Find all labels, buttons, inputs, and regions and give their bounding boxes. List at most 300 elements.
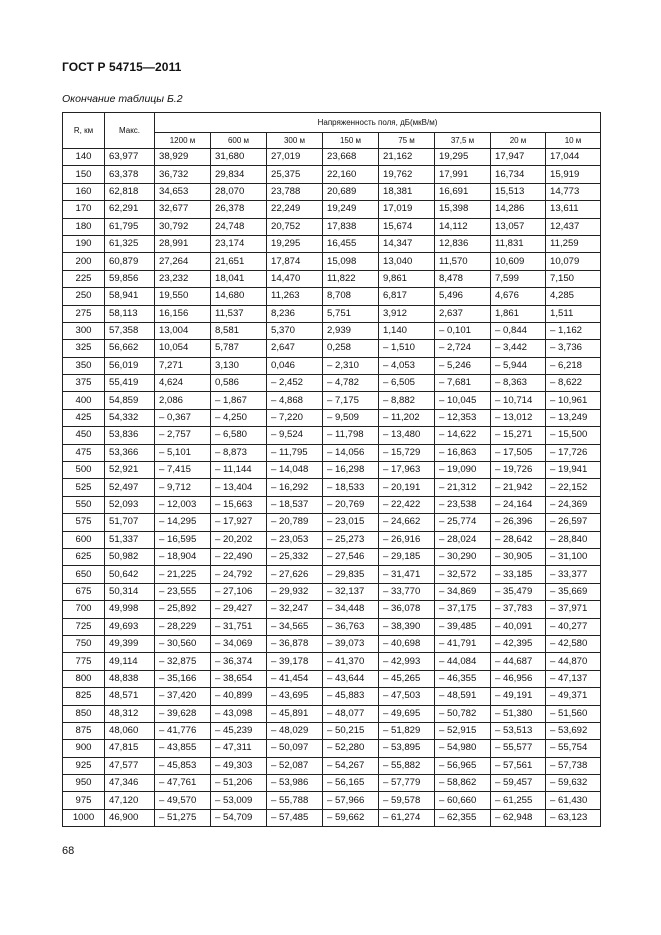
cell-value: – 48,077 bbox=[323, 705, 379, 722]
cell-value: – 25,332 bbox=[267, 548, 323, 565]
cell-value: – 17,505 bbox=[491, 444, 546, 461]
cell-value: 1,861 bbox=[491, 305, 546, 322]
cell-max: 53,836 bbox=[105, 427, 155, 444]
cell-value: – 36,078 bbox=[379, 601, 435, 618]
cell-value: – 49,570 bbox=[155, 792, 211, 809]
document-header: ГОСТ Р 54715—2011 bbox=[62, 60, 182, 74]
table-caption: Окончание таблицы Б.2 bbox=[62, 93, 183, 105]
cell-value: – 62,948 bbox=[491, 809, 546, 826]
cell-value: – 4,053 bbox=[379, 357, 435, 374]
cell-value: – 28,840 bbox=[546, 531, 601, 548]
cell-value: – 55,788 bbox=[267, 792, 323, 809]
cell-max: 52,497 bbox=[105, 479, 155, 496]
cell-value: – 59,632 bbox=[546, 775, 601, 792]
cell-max: 49,399 bbox=[105, 635, 155, 652]
table-row bbox=[63, 705, 601, 722]
cell-value: – 4,782 bbox=[323, 375, 379, 392]
cell-value: – 48,029 bbox=[267, 722, 323, 739]
cell-value: – 41,791 bbox=[435, 635, 491, 652]
cell-value: – 28,229 bbox=[155, 618, 211, 635]
cell-distance: 250 bbox=[63, 288, 105, 305]
cell-value: – 12,003 bbox=[155, 496, 211, 513]
cell-value: 24,748 bbox=[211, 218, 267, 235]
cell-value: – 53,895 bbox=[379, 740, 435, 757]
cell-value: – 56,965 bbox=[435, 757, 491, 774]
cell-value: – 10,714 bbox=[491, 392, 546, 409]
cell-max: 54,332 bbox=[105, 409, 155, 426]
cell-value: 9,861 bbox=[379, 270, 435, 287]
cell-value: – 35,669 bbox=[546, 583, 601, 600]
cell-value: – 16,298 bbox=[323, 462, 379, 479]
cell-value: 20,752 bbox=[267, 218, 323, 235]
cell-value: – 58,862 bbox=[435, 775, 491, 792]
cell-value: – 24,164 bbox=[491, 496, 546, 513]
cell-value: – 59,578 bbox=[379, 792, 435, 809]
cell-value: 17,044 bbox=[546, 149, 601, 166]
cell-value: 25,375 bbox=[267, 166, 323, 183]
cell-value: – 48,591 bbox=[435, 688, 491, 705]
cell-value: 19,249 bbox=[323, 201, 379, 218]
cell-distance: 600 bbox=[63, 531, 105, 548]
cell-value: – 37,175 bbox=[435, 601, 491, 618]
cell-max: 52,921 bbox=[105, 462, 155, 479]
cell-value: – 15,500 bbox=[546, 427, 601, 444]
cell-distance: 625 bbox=[63, 548, 105, 565]
cell-value: 1,511 bbox=[546, 305, 601, 322]
cell-value: – 32,137 bbox=[323, 583, 379, 600]
cell-value: – 52,915 bbox=[435, 722, 491, 739]
cell-value: 11,259 bbox=[546, 235, 601, 252]
cell-value: 14,286 bbox=[491, 201, 546, 218]
cell-value: 17,019 bbox=[379, 201, 435, 218]
cell-distance: 275 bbox=[63, 305, 105, 322]
table-row bbox=[63, 740, 601, 757]
cell-value: – 23,015 bbox=[323, 514, 379, 531]
cell-value: 38,929 bbox=[155, 149, 211, 166]
cell-value: – 7,681 bbox=[435, 375, 491, 392]
table-row bbox=[63, 757, 601, 774]
cell-value: – 24,792 bbox=[211, 566, 267, 583]
cell-value: – 24,369 bbox=[546, 496, 601, 513]
cell-value: – 39,178 bbox=[267, 653, 323, 670]
cell-distance: 825 bbox=[63, 688, 105, 705]
cell-value: – 5,944 bbox=[491, 357, 546, 374]
cell-value: 13,040 bbox=[379, 253, 435, 270]
cell-value: – 2,310 bbox=[323, 357, 379, 374]
cell-value: – 31,471 bbox=[379, 566, 435, 583]
cell-value: – 38,390 bbox=[379, 618, 435, 635]
cell-value: – 14,622 bbox=[435, 427, 491, 444]
table-row bbox=[63, 722, 601, 739]
cell-value: – 55,577 bbox=[491, 740, 546, 757]
cell-max: 48,312 bbox=[105, 705, 155, 722]
cell-value: – 29,835 bbox=[323, 566, 379, 583]
cell-value: – 1,867 bbox=[211, 392, 267, 409]
cell-value: 3,130 bbox=[211, 357, 267, 374]
cell-value: 16,691 bbox=[435, 183, 491, 200]
cell-value: 12,836 bbox=[435, 235, 491, 252]
cell-value: – 19,941 bbox=[546, 462, 601, 479]
cell-value: 23,232 bbox=[155, 270, 211, 287]
table-row bbox=[63, 392, 601, 409]
cell-value: – 57,966 bbox=[323, 792, 379, 809]
table-row bbox=[63, 288, 601, 305]
cell-value: – 51,275 bbox=[155, 809, 211, 826]
cell-distance: 900 bbox=[63, 740, 105, 757]
header-height: 1200 м bbox=[155, 133, 211, 149]
cell-value: 23,668 bbox=[323, 149, 379, 166]
cell-value: 13,057 bbox=[491, 218, 546, 235]
cell-value: 28,991 bbox=[155, 235, 211, 252]
cell-value: – 59,662 bbox=[323, 809, 379, 826]
cell-value: – 7,415 bbox=[155, 462, 211, 479]
cell-value: – 34,069 bbox=[211, 635, 267, 652]
cell-value: – 53,513 bbox=[491, 722, 546, 739]
cell-value: – 47,311 bbox=[211, 740, 267, 757]
table-row bbox=[63, 218, 601, 235]
cell-value: – 40,698 bbox=[379, 635, 435, 652]
cell-value: 15,513 bbox=[491, 183, 546, 200]
cell-value: – 27,546 bbox=[323, 548, 379, 565]
cell-distance: 300 bbox=[63, 322, 105, 339]
cell-value: 7,150 bbox=[546, 270, 601, 287]
cell-value: – 14,056 bbox=[323, 444, 379, 461]
cell-value: – 45,891 bbox=[267, 705, 323, 722]
header-field-strength: Напряженность поля, дБ(мкВ/м) bbox=[155, 113, 601, 133]
cell-value: – 54,709 bbox=[211, 809, 267, 826]
header-height: 20 м bbox=[491, 133, 546, 149]
cell-value: 5,787 bbox=[211, 340, 267, 357]
cell-value: – 16,292 bbox=[267, 479, 323, 496]
cell-value: 23,788 bbox=[267, 183, 323, 200]
cell-max: 47,577 bbox=[105, 757, 155, 774]
cell-max: 48,060 bbox=[105, 722, 155, 739]
cell-value: 2,647 bbox=[267, 340, 323, 357]
cell-value: – 36,763 bbox=[323, 618, 379, 635]
cell-max: 58,113 bbox=[105, 305, 155, 322]
cell-value: – 4,868 bbox=[267, 392, 323, 409]
cell-value: 22,160 bbox=[323, 166, 379, 183]
cell-value: 20,689 bbox=[323, 183, 379, 200]
cell-value: – 6,218 bbox=[546, 357, 601, 374]
cell-value: – 51,380 bbox=[491, 705, 546, 722]
table-row bbox=[63, 409, 601, 426]
header-height: 300 м bbox=[267, 133, 323, 149]
cell-value: – 57,779 bbox=[379, 775, 435, 792]
cell-value: – 55,754 bbox=[546, 740, 601, 757]
cell-max: 53,366 bbox=[105, 444, 155, 461]
table-row bbox=[63, 792, 601, 809]
cell-value: – 0,844 bbox=[491, 322, 546, 339]
cell-value: – 42,580 bbox=[546, 635, 601, 652]
cell-value: – 4,250 bbox=[211, 409, 267, 426]
cell-value: 32,677 bbox=[155, 201, 211, 218]
cell-value: 11,831 bbox=[491, 235, 546, 252]
cell-value: – 42,993 bbox=[379, 653, 435, 670]
cell-distance: 875 bbox=[63, 722, 105, 739]
cell-value: 5,496 bbox=[435, 288, 491, 305]
table-row bbox=[63, 166, 601, 183]
cell-value: 5,751 bbox=[323, 305, 379, 322]
table-row bbox=[63, 357, 601, 374]
cell-value: – 24,662 bbox=[379, 514, 435, 531]
cell-value: – 7,220 bbox=[267, 409, 323, 426]
header-max: Макс. bbox=[105, 113, 155, 149]
cell-max: 50,314 bbox=[105, 583, 155, 600]
cell-value: 29,834 bbox=[211, 166, 267, 183]
table-row bbox=[63, 670, 601, 687]
cell-value: – 43,644 bbox=[323, 670, 379, 687]
cell-value: – 2,452 bbox=[267, 375, 323, 392]
cell-value: 18,041 bbox=[211, 270, 267, 287]
cell-max: 62,818 bbox=[105, 183, 155, 200]
header-height: 10 м bbox=[546, 133, 601, 149]
cell-value: – 17,963 bbox=[379, 462, 435, 479]
cell-value: 2,086 bbox=[155, 392, 211, 409]
table-row bbox=[63, 688, 601, 705]
cell-value: – 51,829 bbox=[379, 722, 435, 739]
cell-value: – 44,084 bbox=[435, 653, 491, 670]
cell-value: – 0,367 bbox=[155, 409, 211, 426]
cell-value: – 8,882 bbox=[379, 392, 435, 409]
cell-max: 63,977 bbox=[105, 149, 155, 166]
cell-value: 17,991 bbox=[435, 166, 491, 183]
cell-value: – 26,396 bbox=[491, 514, 546, 531]
header-height: 75 м bbox=[379, 133, 435, 149]
cell-value: – 49,695 bbox=[379, 705, 435, 722]
cell-value: 4,676 bbox=[491, 288, 546, 305]
cell-value: – 37,783 bbox=[491, 601, 546, 618]
cell-value: – 32,572 bbox=[435, 566, 491, 583]
cell-value: – 31,100 bbox=[546, 548, 601, 565]
cell-value: – 40,091 bbox=[491, 618, 546, 635]
cell-value: – 12,353 bbox=[435, 409, 491, 426]
cell-value: – 14,048 bbox=[267, 462, 323, 479]
cell-value: 34,653 bbox=[155, 183, 211, 200]
cell-max: 49,998 bbox=[105, 601, 155, 618]
table-row bbox=[63, 775, 601, 792]
cell-value: 11,822 bbox=[323, 270, 379, 287]
cell-value: – 16,595 bbox=[155, 531, 211, 548]
cell-value: – 50,097 bbox=[267, 740, 323, 757]
cell-value: – 34,448 bbox=[323, 601, 379, 618]
cell-value: 8,581 bbox=[211, 322, 267, 339]
cell-value: – 19,726 bbox=[491, 462, 546, 479]
cell-distance: 350 bbox=[63, 357, 105, 374]
cell-max: 54,859 bbox=[105, 392, 155, 409]
table-row bbox=[63, 566, 601, 583]
cell-value: – 11,795 bbox=[267, 444, 323, 461]
cell-distance: 475 bbox=[63, 444, 105, 461]
header-height: 150 м bbox=[323, 133, 379, 149]
cell-value: – 20,202 bbox=[211, 531, 267, 548]
cell-value: 2,637 bbox=[435, 305, 491, 322]
cell-value: – 44,870 bbox=[546, 653, 601, 670]
cell-value: 14,680 bbox=[211, 288, 267, 305]
cell-value: – 31,751 bbox=[211, 618, 267, 635]
cell-distance: 750 bbox=[63, 635, 105, 652]
table-row bbox=[63, 149, 601, 166]
cell-distance: 375 bbox=[63, 375, 105, 392]
cell-value: – 13,480 bbox=[379, 427, 435, 444]
cell-distance: 550 bbox=[63, 496, 105, 513]
cell-value: 21,651 bbox=[211, 253, 267, 270]
cell-max: 49,114 bbox=[105, 653, 155, 670]
table-row bbox=[63, 183, 601, 200]
table-row bbox=[63, 235, 601, 252]
cell-distance: 160 bbox=[63, 183, 105, 200]
cell-value: – 20,191 bbox=[379, 479, 435, 496]
cell-value: 15,674 bbox=[379, 218, 435, 235]
table-row bbox=[63, 322, 601, 339]
cell-value: – 55,882 bbox=[379, 757, 435, 774]
cell-value: – 34,869 bbox=[435, 583, 491, 600]
cell-value: – 13,404 bbox=[211, 479, 267, 496]
header-r-km: R, км bbox=[63, 113, 105, 149]
cell-value: – 3,442 bbox=[491, 340, 546, 357]
cell-value: – 46,956 bbox=[491, 670, 546, 687]
cell-value: – 0,101 bbox=[435, 322, 491, 339]
cell-value: 28,070 bbox=[211, 183, 267, 200]
cell-value: 14,112 bbox=[435, 218, 491, 235]
cell-distance: 225 bbox=[63, 270, 105, 287]
cell-value: – 28,642 bbox=[491, 531, 546, 548]
table-row bbox=[63, 809, 601, 826]
cell-value: 2,939 bbox=[323, 322, 379, 339]
cell-value: – 11,798 bbox=[323, 427, 379, 444]
cell-value: 1,140 bbox=[379, 322, 435, 339]
cell-value: – 50,215 bbox=[323, 722, 379, 739]
cell-value: – 46,355 bbox=[435, 670, 491, 687]
cell-value: 3,912 bbox=[379, 305, 435, 322]
cell-value: – 28,024 bbox=[435, 531, 491, 548]
cell-value: – 50,782 bbox=[435, 705, 491, 722]
cell-value: 15,398 bbox=[435, 201, 491, 218]
cell-max: 47,120 bbox=[105, 792, 155, 809]
cell-value: – 16,863 bbox=[435, 444, 491, 461]
cell-value: 17,874 bbox=[267, 253, 323, 270]
cell-value: – 9,524 bbox=[267, 427, 323, 444]
cell-value: – 37,971 bbox=[546, 601, 601, 618]
cell-value: – 61,430 bbox=[546, 792, 601, 809]
table-row bbox=[63, 253, 601, 270]
cell-value: 10,079 bbox=[546, 253, 601, 270]
cell-distance: 650 bbox=[63, 566, 105, 583]
cell-distance: 850 bbox=[63, 705, 105, 722]
cell-value: – 25,273 bbox=[323, 531, 379, 548]
cell-value: 17,838 bbox=[323, 218, 379, 235]
table-row bbox=[63, 635, 601, 652]
cell-value: – 22,490 bbox=[211, 548, 267, 565]
cell-value: 8,236 bbox=[267, 305, 323, 322]
cell-value: 6,817 bbox=[379, 288, 435, 305]
cell-value: 15,098 bbox=[323, 253, 379, 270]
cell-value: – 49,371 bbox=[546, 688, 601, 705]
cell-value: – 22,152 bbox=[546, 479, 601, 496]
cell-distance: 180 bbox=[63, 218, 105, 235]
table-row bbox=[63, 479, 601, 496]
cell-value: 18,381 bbox=[379, 183, 435, 200]
cell-value: 16,156 bbox=[155, 305, 211, 322]
cell-value: – 54,267 bbox=[323, 757, 379, 774]
cell-value: 12,437 bbox=[546, 218, 601, 235]
cell-distance: 400 bbox=[63, 392, 105, 409]
cell-value: – 15,271 bbox=[491, 427, 546, 444]
cell-value: – 60,660 bbox=[435, 792, 491, 809]
cell-distance: 325 bbox=[63, 340, 105, 357]
cell-value: – 9,509 bbox=[323, 409, 379, 426]
cell-distance: 200 bbox=[63, 253, 105, 270]
cell-value: – 57,485 bbox=[267, 809, 323, 826]
cell-value: 14,470 bbox=[267, 270, 323, 287]
cell-value: – 40,277 bbox=[546, 618, 601, 635]
cell-value: – 27,626 bbox=[267, 566, 323, 583]
cell-value: – 29,427 bbox=[211, 601, 267, 618]
cell-value: – 51,560 bbox=[546, 705, 601, 722]
cell-value: – 15,729 bbox=[379, 444, 435, 461]
cell-max: 60,879 bbox=[105, 253, 155, 270]
cell-max: 61,795 bbox=[105, 218, 155, 235]
cell-value: 23,174 bbox=[211, 235, 267, 252]
cell-value: – 23,555 bbox=[155, 583, 211, 600]
cell-value: – 54,980 bbox=[435, 740, 491, 757]
cell-value: – 11,202 bbox=[379, 409, 435, 426]
cell-value: 21,162 bbox=[379, 149, 435, 166]
cell-value: – 41,454 bbox=[267, 670, 323, 687]
cell-value: – 38,654 bbox=[211, 670, 267, 687]
cell-max: 50,982 bbox=[105, 548, 155, 565]
cell-value: – 47,503 bbox=[379, 688, 435, 705]
cell-value: – 2,757 bbox=[155, 427, 211, 444]
cell-value: – 20,769 bbox=[323, 496, 379, 513]
table-row bbox=[63, 427, 601, 444]
cell-value: – 41,370 bbox=[323, 653, 379, 670]
cell-value: – 33,377 bbox=[546, 566, 601, 583]
cell-max: 61,325 bbox=[105, 235, 155, 252]
cell-distance: 925 bbox=[63, 757, 105, 774]
table-row bbox=[63, 496, 601, 513]
cell-value: – 61,255 bbox=[491, 792, 546, 809]
table-row bbox=[63, 583, 601, 600]
cell-value: – 18,533 bbox=[323, 479, 379, 496]
cell-value: – 33,185 bbox=[491, 566, 546, 583]
cell-value: 0,046 bbox=[267, 357, 323, 374]
cell-value: – 36,878 bbox=[267, 635, 323, 652]
cell-value: 30,792 bbox=[155, 218, 211, 235]
cell-value: – 49,191 bbox=[491, 688, 546, 705]
cell-value: 19,762 bbox=[379, 166, 435, 183]
cell-value: – 34,565 bbox=[267, 618, 323, 635]
cell-value: – 8,363 bbox=[491, 375, 546, 392]
cell-value: – 59,457 bbox=[491, 775, 546, 792]
table-row bbox=[63, 270, 601, 287]
cell-value: 11,570 bbox=[435, 253, 491, 270]
cell-value: – 17,726 bbox=[546, 444, 601, 461]
cell-value: – 29,932 bbox=[267, 583, 323, 600]
cell-value: 10,054 bbox=[155, 340, 211, 357]
cell-value: – 53,692 bbox=[546, 722, 601, 739]
cell-value: 22,249 bbox=[267, 201, 323, 218]
cell-max: 58,941 bbox=[105, 288, 155, 305]
cell-value: – 45,239 bbox=[211, 722, 267, 739]
cell-value: 31,680 bbox=[211, 149, 267, 166]
cell-value: – 45,883 bbox=[323, 688, 379, 705]
cell-value: 8,708 bbox=[323, 288, 379, 305]
page-number: 68 bbox=[62, 845, 75, 857]
cell-max: 51,337 bbox=[105, 531, 155, 548]
cell-value: 7,599 bbox=[491, 270, 546, 287]
cell-value: – 23,053 bbox=[267, 531, 323, 548]
